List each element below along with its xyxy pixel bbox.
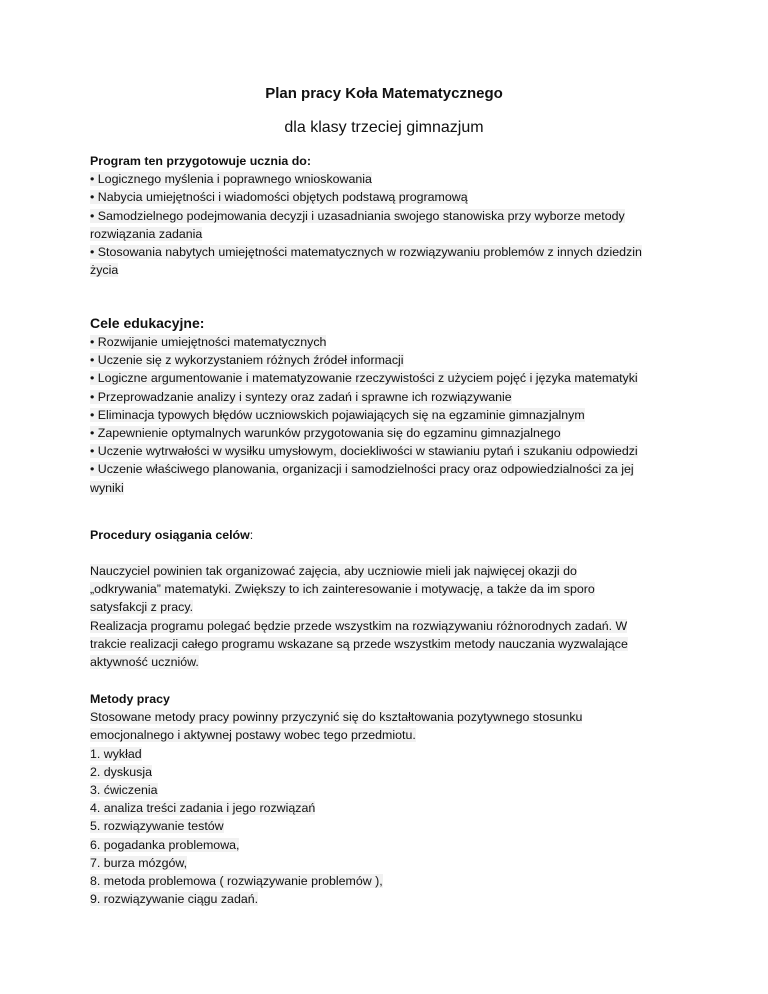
program-line: • Stosowania nabytych umiejętności matematycznych w rozwiązywaniu problemów z innych dziedzin bbox=[90, 245, 642, 260]
program-line: • Nabycia umiejętności i wiadomości objętych podstawą programową bbox=[90, 190, 468, 205]
procedury-line: Nauczyciel powinien tak organizować zajęcia, aby uczniowie mieli jak najwięcej okazji do bbox=[90, 564, 577, 578]
procedury-heading: Procedury osiągania celów bbox=[90, 528, 250, 542]
metody-line: Stosowane metody pracy powinny przyczynić się do kształtowania pozytywnego stosunku bbox=[90, 710, 583, 725]
procedury-line: trakcie realizacji całego programu wskazane są przede wszystkim metody nauczania wyzwalające bbox=[90, 636, 628, 651]
metody-line: emocjonalnego i aktywnej postawy wobec tego przedmiotu. bbox=[90, 728, 416, 743]
metody-list-item: 9. rozwiązywanie ciągu zadań. bbox=[90, 892, 259, 907]
cele-line: • Zapewnienie optymalnych warunków przygotowania się do egzaminu gimnazjalnego bbox=[90, 426, 561, 441]
procedury-line: satysfakcji z pracy. bbox=[90, 600, 194, 615]
cele-line: • Rozwijanie umiejętności matematycznych bbox=[90, 335, 327, 349]
program-section bbox=[90, 152, 642, 279]
cele-line: • Uczenie wytrwałości w wysiłku umysłowym, dociekliwości w stawianiu pytań i szukaniu odpowiedzi bbox=[90, 444, 638, 459]
document-subtitle: dla klasy trzeciej gimnazjum bbox=[284, 119, 484, 136]
cele-line: • Eliminacja typowych błędów uczniowskich pojawiających się na egzaminie gimnazjalnym bbox=[90, 407, 585, 422]
program-heading: Program ten przygotowuje ucznia do: bbox=[90, 154, 311, 168]
cele-line: • Przeprowadzanie analizy i syntezy oraz zadań i sprawne ich rozwiązywanie bbox=[90, 389, 512, 404]
procedury-heading-colon: : bbox=[249, 528, 254, 542]
procedury-body bbox=[90, 562, 628, 671]
metody-list-item: 4. analiza treści zadania i jego rozwiązań bbox=[90, 801, 316, 816]
cele-line: • Uczenie się z wykorzystaniem różnych źródeł informacji bbox=[90, 353, 404, 368]
cele-heading: Cele edukacyjne: bbox=[90, 315, 205, 331]
procedury-line: „odkrywania” matematyki. Zwiększy to ich zainteresowanie i motywację, a także da im sporo bbox=[90, 582, 595, 597]
metody-section bbox=[90, 690, 582, 908]
metody-list-item: 8. metoda problemowa ( rozwiązywanie problemów ), bbox=[90, 874, 383, 889]
cele-line: wyniki bbox=[90, 480, 124, 495]
procedury-line: Realizacja programu polegać będzie przede wszystkim na rozwiązywaniu różnorodnych zadań. W bbox=[90, 618, 628, 633]
metody-list-item: 1. wykład bbox=[90, 746, 142, 761]
cele-line: • Logiczne argumentowanie i matematyzowanie rzeczywistości z użyciem pojęć i języka matematyki bbox=[90, 371, 638, 386]
program-line: • Samodzielnego podejmowania decyzji i uzasadniania swojego stanowiska przy wyborze metody bbox=[90, 208, 625, 223]
metody-list-item: 5. rozwiązywanie testów bbox=[90, 819, 224, 834]
cele-section bbox=[90, 313, 638, 497]
document-title: Plan pracy Koła Matematycznego bbox=[265, 85, 503, 102]
metody-list-item: 3. ćwiczenia bbox=[90, 783, 158, 798]
procedury-section bbox=[90, 526, 253, 544]
metody-list-item: 2. dyskusja bbox=[90, 764, 152, 779]
program-line: rozwiązania zadania bbox=[90, 226, 203, 241]
procedury-line: aktywność uczniów. bbox=[90, 655, 199, 670]
cele-line: • Uczenie właściwego planowania, organizacji i samodzielności pracy oraz odpowiedzialności za jej bbox=[90, 462, 634, 477]
program-line: życia bbox=[90, 263, 119, 278]
metody-heading: Metody pracy bbox=[90, 692, 170, 706]
metody-list-item: 6. pogadanka problemowa, bbox=[90, 837, 240, 852]
metody-list-item: 7. burza mózgów, bbox=[90, 855, 188, 870]
program-line: • Logicznego myślenia i poprawnego wnioskowania bbox=[90, 172, 372, 187]
